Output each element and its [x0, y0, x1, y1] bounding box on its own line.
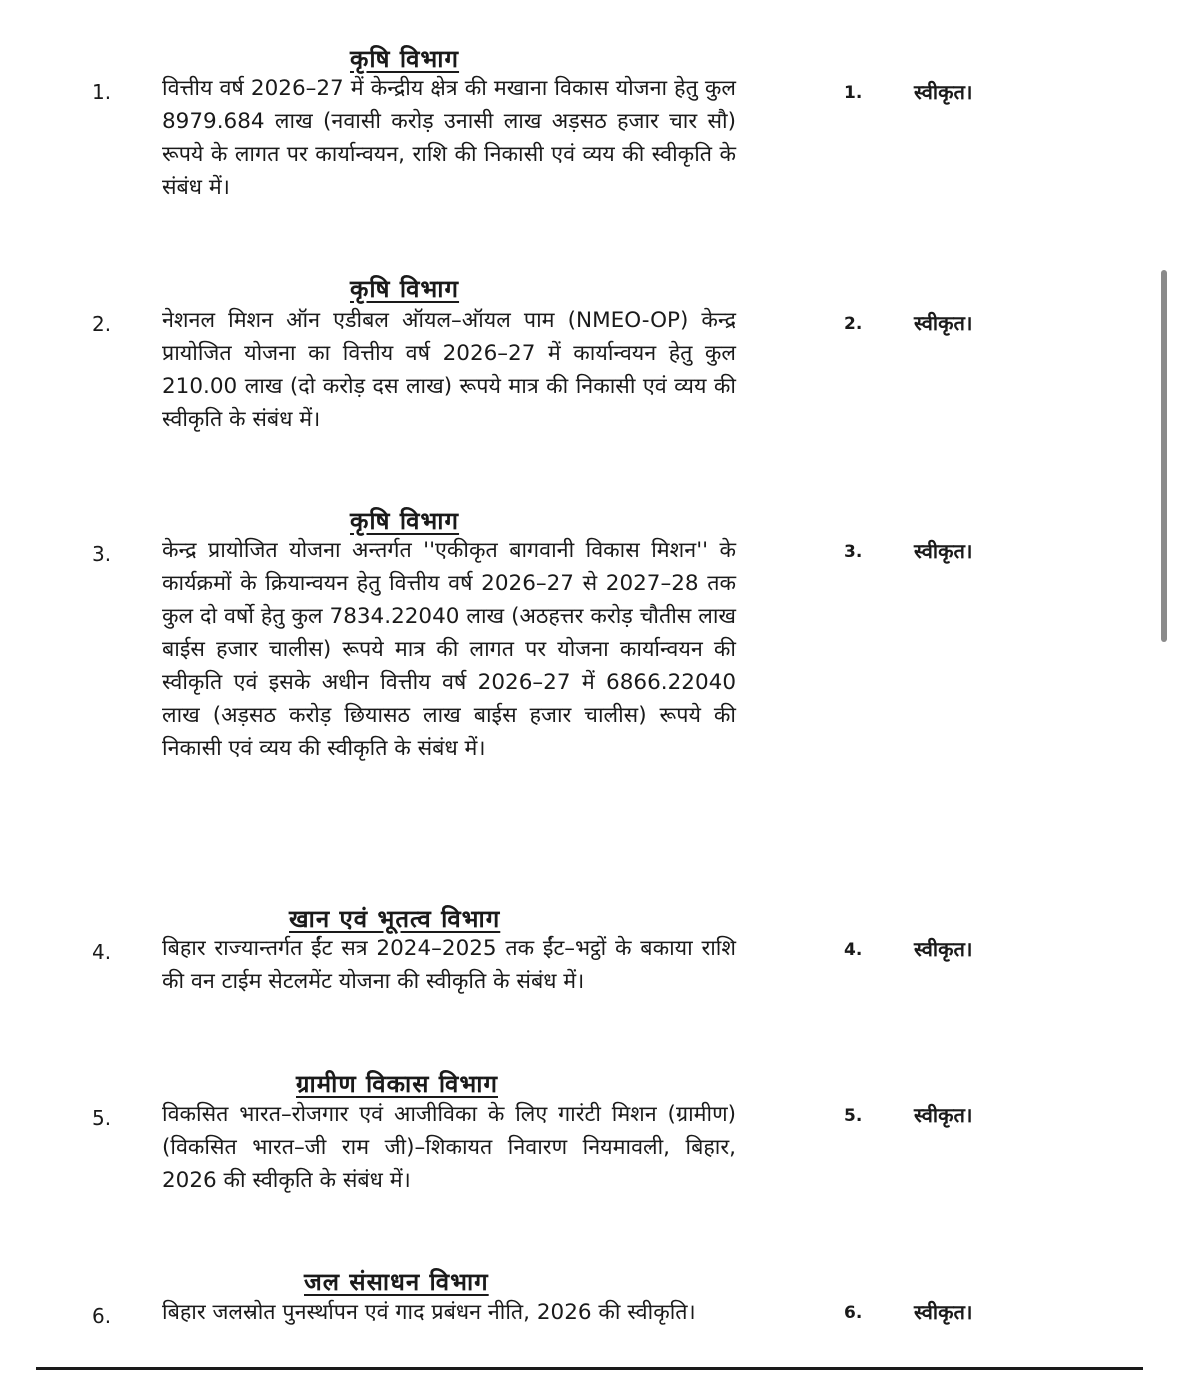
decision-number: 3. [844, 542, 863, 562]
item-text: विकसित भारत–रोजगार एवं आजीविका के लिए गारंटी मिशन (ग्रामीण) (विकसित भारत–जी राम जी)–शिकायत निवारण नियमावली, बिहार, 2026 की स्वीकृति के संबंध में। [162, 1102, 736, 1193]
page-divider [36, 1367, 1143, 1370]
item-number: 4. [92, 940, 112, 964]
item-text: बिहार जलस्रोत पुनर्स्थापन एवं गाद प्रबंधन नीति, 2026 की स्वीकृति। [162, 1300, 696, 1325]
decision-number: 2. [844, 314, 863, 334]
item-number: 5. [92, 1106, 112, 1130]
department-heading: खान एवं भूतत्व विभाग [289, 905, 501, 933]
department-heading: कृषि विभाग [350, 275, 460, 303]
item-number: 1. [92, 80, 112, 104]
decision-status: स्वीकृत। [914, 539, 973, 563]
item-text: वित्तीय वर्ष 2026–27 में केन्द्रीय क्षेत्र की मखाना विकास योजना हेतु कुल 8979.684 लाख (नवासी करोड़ उनासी लाख अड़सठ हजार चार सौ) रूपये के लागत पर कार्यान्वयन, राशि की निकासी एवं व्यय की स्वीकृति के संबंध में। [162, 76, 736, 200]
department-heading: कृषि विभाग [350, 507, 460, 535]
department-heading: जल संसाधन विभाग [304, 1268, 489, 1296]
decision-status: स्वीकृत। [914, 1103, 973, 1127]
decision-number: 5. [844, 1106, 863, 1126]
item-number: 2. [92, 312, 112, 336]
item-text: केन्द्र प्रायोजित योजना अन्तर्गत ''एकीकृत बागवानी विकास मिशन'' के कार्यक्रमों के क्रियान्वयन हेतु वित्तीय वर्ष 2026–27 से 2027–28 तक कुल दो वर्षो हेतु कुल 7834.22040 लाख (अठहत्तर करोड़ चौतीस लाख बाईस हजार चालीस) रूपये मात्र की लागत पर योजना कार्यान्वयन की स्वीकृति एवं इसके अधीन वित्तीय वर्ष 2026–27 में 6866.22040 लाख (अड़सठ करोड़ छियासठ लाख बाईस हजार चालीस) रूपये की निकासी एवं व्यय की स्वीकृति के संबंध में। [162, 538, 736, 761]
decision-number: 6. [844, 1303, 863, 1323]
department-heading: ग्रामीण विकास विभाग [296, 1070, 498, 1098]
decision-status: स्वीकृत। [914, 937, 973, 961]
decision-number: 1. [844, 83, 863, 103]
department-heading: कृषि विभाग [350, 45, 460, 73]
decision-number: 4. [844, 940, 863, 960]
item-number: 6. [92, 1304, 112, 1328]
item-text: नेशनल मिशन ऑन एडीबल ऑयल–ऑयल पाम (NMEO-OP) केन्द्र प्रायोजित योजना का वित्तीय वर्ष 2026–27 में कार्यान्वयन हेतु कुल 210.00 लाख (दो करोड़ दस लाख) रूपये मात्र की निकासी एवं व्यय की स्वीकृति के संबंध में। [162, 308, 736, 432]
decision-status: स्वीकृत। [914, 80, 973, 104]
decision-status: स्वीकृत। [914, 311, 973, 335]
item-number: 3. [92, 542, 112, 566]
item-text: बिहार राज्यान्तर्गत ईंट सत्र 2024–2025 तक ईंट–भट्ठों के बकाया राशि की वन टाईम सेटलमेंट योजना की स्वीकृति के संबंध में। [162, 936, 736, 994]
vertical-scrollbar[interactable] [1161, 270, 1167, 642]
decision-status: स्वीकृत। [914, 1300, 973, 1324]
